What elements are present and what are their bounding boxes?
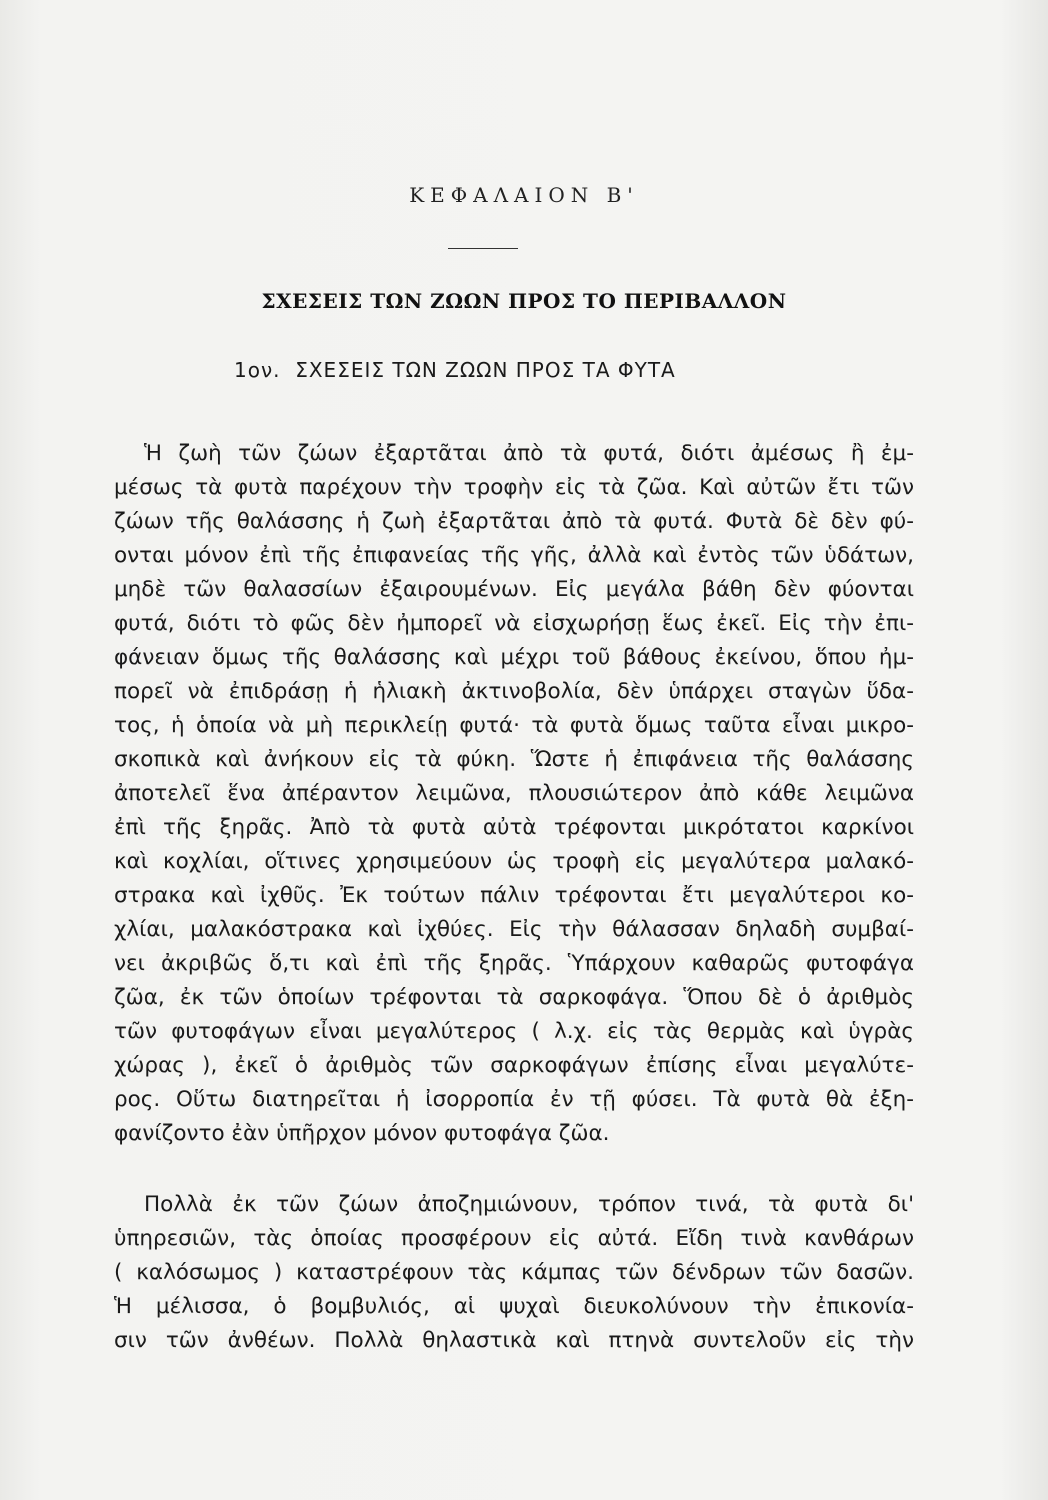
chapter-heading: ΚΕΦΑΛΑΙΟΝ Β' xyxy=(409,183,639,207)
text-line: νει ἀκριβῶς ὅ,τι καὶ ἐπὶ τῆς ξηρᾶς. Ὑπάρχουν καθαρῶς φυτοφάγα xyxy=(114,951,914,976)
text-line: ονται μόνον ἐπὶ τῆς ἐπιφανείας τῆς γῆς, ἀλλὰ καὶ ἐντὸς τῶν ὑδάτων, xyxy=(114,543,914,568)
text-line: τος, ἡ ὁποία νὰ μὴ περικλείῃ φυτά· τὰ φυτὰ ὅμως ταῦτα εἶναι μικρο- xyxy=(114,713,914,738)
paragraph-1 xyxy=(114,437,914,1151)
text-line: μέσως τὰ φυτὰ παρέχουν τὴν τροφὴν εἰς τὰ ζῶα. Καὶ αὐτῶν ἔτι τῶν xyxy=(114,475,914,500)
text-line: Ἡ μέλισσα, ὁ βομβυλιός, αἱ ψυχαὶ διευκολύνουν τὴν ἐπικονία- xyxy=(114,1294,914,1319)
section-title: ΣΧΕΣΕΙΣ ΤΩΝ ΖΩΩΝ ΠΡΟΣ ΤΑ ΦΥΤΑ xyxy=(295,358,676,382)
page-title: ΣΧΕΣΕΙΣ ΤΩΝ ΖΩΩΝ ΠΡΟΣ ΤΟ ΠΕΡΙΒΑΛΛΟΝ xyxy=(261,289,787,313)
text-line: πορεῖ νὰ ἐπιδράσῃ ἡ ἡλιακὴ ἀκτινοβολία, δὲν ὑπάρχει σταγὼν ὕδα- xyxy=(114,679,914,704)
text-line: μηδὲ τῶν θαλασσίων ἐξαιρουμένων. Εἰς μεγάλα βάθη δὲν φύονται xyxy=(114,577,914,602)
text-line: ρος. Οὕτω διατηρεῖται ἡ ἰσορροπία ἐν τῇ φύσει. Τὰ φυτὰ θὰ ἐξη- xyxy=(114,1087,914,1112)
heading-divider xyxy=(448,248,518,249)
text-line: φάνειαν ὅμως τῆς θαλάσσης καὶ μέχρι τοῦ βάθους ἐκείνου, ὅπου ἠμ- xyxy=(114,645,914,670)
paragraph-2 xyxy=(114,1188,914,1358)
text-line: χλίαι, μαλακόστρακα καὶ ἰχθύες. Εἰς τὴν θάλασσαν δηλαδὴ συμβαί- xyxy=(114,917,914,942)
text-line: στρακα καὶ ἰχθῦς. Ἐκ τούτων πάλιν τρέφονται ἔτι μεγαλύτεροι κο- xyxy=(114,883,914,908)
text-line: ἐπὶ τῆς ξηρᾶς. Ἀπὸ τὰ φυτὰ αὐτὰ τρέφονται μικρότατοι καρκίνοι xyxy=(114,815,914,840)
text-line: χώρας ), ἐκεῖ ὁ ἀριθμὸς τῶν σαρκοφάγων ἐπίσης εἶναι μεγαλύτε- xyxy=(114,1053,914,1078)
text-line: Πολλὰ ἐκ τῶν ζώων ἀποζημιώνουν, τρόπον τινά, τὰ φυτὰ δι' xyxy=(144,1192,914,1217)
text-line: ζώων τῆς θαλάσσης ἡ ζωὴ ἐξαρτᾶται ἀπὸ τὰ φυτά. Φυτὰ δὲ δὲν φύ- xyxy=(114,509,914,534)
text-line: σιν τῶν ἀνθέων. Πολλὰ θηλαστικὰ καὶ πτηνὰ συντελοῦν εἰς τὴν xyxy=(114,1328,914,1353)
section-number: 1ον. xyxy=(234,358,281,382)
text-line: σκοπικὰ καὶ ἀνήκουν εἰς τὰ φύκη. Ὥστε ἡ ἐπιφάνεια τῆς θαλάσσης xyxy=(114,747,914,772)
text-line: φυτά, διότι τὸ φῶς δὲν ἠμπορεῖ νὰ εἰσχωρήσῃ ἕως ἐκεῖ. Εἰς τὴν ἐπι- xyxy=(114,611,914,636)
text-line: ἀποτελεῖ ἕνα ἀπέραντον λειμῶνα, πλουσιώτερον ἀπὸ κάθε λειμῶνα xyxy=(114,781,914,806)
text-line: ( καλόσωμος ) καταστρέφουν τὰς κάμπας τῶν δένδρων τῶν δασῶν. xyxy=(114,1260,914,1285)
section-heading xyxy=(234,358,676,382)
text-line: ὑπηρεσιῶν, τὰς ὁποίας προσφέρουν εἰς αὐτά. Εἴδη τινὰ κανθάρων xyxy=(114,1226,914,1251)
text-line: Ἡ ζωὴ τῶν ζώων ἐξαρτᾶται ἀπὸ τὰ φυτά, διότι ἀμέσως ἢ ἐμ- xyxy=(144,441,914,466)
text-line: φανίζοντο ἐὰν ὑπῆρχον μόνον φυτοφάγα ζῶα. xyxy=(114,1121,610,1146)
text-line: καὶ κοχλίαι, οἵτινες χρησιμεύουν ὡς τροφὴ εἰς μεγαλύτερα μαλακό- xyxy=(114,849,914,874)
text-line: ζῶα, ἐκ τῶν ὁποίων τρέφονται τὰ σαρκοφάγα. Ὅπου δὲ ὁ ἀριθμὸς xyxy=(114,985,914,1010)
text-line: τῶν φυτοφάγων εἶναι μεγαλύτερος ( λ.χ. εἰς τὰς θερμὰς καὶ ὑγρὰς xyxy=(114,1019,914,1044)
